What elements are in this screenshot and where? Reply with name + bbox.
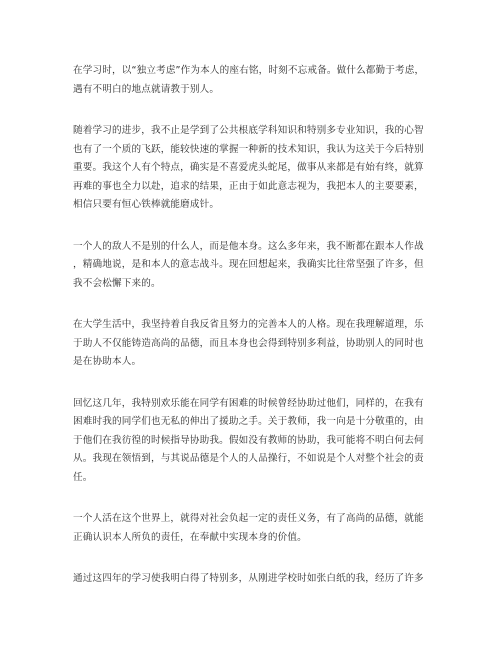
paragraph-self-battle <box>73 238 433 294</box>
text-line: 从。我现在领悟到，与其说品德是个人的人品操行，不如说是个人对整个社会的责 <box>73 453 424 464</box>
paragraph-learning-progress <box>73 122 433 215</box>
text-line: 正确认识本人所负的责任，在奉献中实现本身的价值。 <box>73 531 307 543</box>
text-line: 重要。我这个人有个特点，确实是不喜爱虎头蛇尾，做事从来都是有始有终，就算 <box>73 162 424 173</box>
text-line: 相信只要有恒心铁棒就能磨成针。 <box>73 199 220 210</box>
text-line: ，精确地说，是和本人的意志战斗。现在回想起来，我确实比往常坚强了许多，但 <box>73 259 424 270</box>
text-line: 在大学生活中，我坚持着自我反省且努力的完善本人的人格。现在我理解道理，乐 <box>73 319 424 330</box>
text-line: 一个人活在这个世界上，就得对社会负起一定的责任义务，有了高尚的品德，就能 <box>73 513 424 524</box>
text-line: 遇有不明白的地点就请教于别人。 <box>73 83 220 95</box>
text-line: 任。 <box>73 471 93 483</box>
paragraph-social-responsibility <box>73 510 433 547</box>
paragraph-four-years <box>73 570 433 589</box>
text-line: 困难时我的同学们也无私的伸出了援助之手。关于教师，我一向是十分敬重的，由 <box>73 416 424 427</box>
document-body <box>73 62 433 612</box>
text-line: 在学习时，以“独立考虑”作为本人的座右铭，时刻不忘戒备。做什么都勤于考虑， <box>73 65 425 76</box>
text-line: 一个人的敌人不是别的什么人，而是他本身。这么多年来，我不断都在跟本人作战 <box>73 240 424 252</box>
paragraph-college-life <box>73 316 433 372</box>
text-line: 是在协助本人。 <box>73 356 142 367</box>
text-line: 也有了一个质的飞跃，能较快速的掌握一种新的技术知识，我认为这关于今后特别 <box>73 143 424 155</box>
paragraph-recollection <box>73 395 433 488</box>
paragraph-independent-thinking <box>73 62 433 99</box>
text-line: 我不会松懈下来的。 <box>73 277 161 289</box>
text-line: 于他们在我彷徨的时候指导协助我。假如没有教师的协助，我可能将不明白何去何 <box>73 434 424 446</box>
text-line: 回忆这几年，我特别欢乐能在同学有困难的时候曾经协助过他们，同样的，在我有 <box>73 397 424 409</box>
text-line: 通过这四年的学习使我明白得了特别多，从刚进学校时如张白纸的我，经历了许多 <box>73 573 424 584</box>
text-line: 于助人不仅能铸造高尚的品德，而且本身也会得到特别多利益，协助别人的同时也 <box>73 337 424 349</box>
text-line: 随着学习的进步，我不止是学到了公共根底学科知识和特别多专业知识，我的心智 <box>73 125 424 136</box>
text-line: 再难的事也全力以赴，追求的结果，正由于如此意志视为，我把本人的主要要素， <box>73 180 424 192</box>
